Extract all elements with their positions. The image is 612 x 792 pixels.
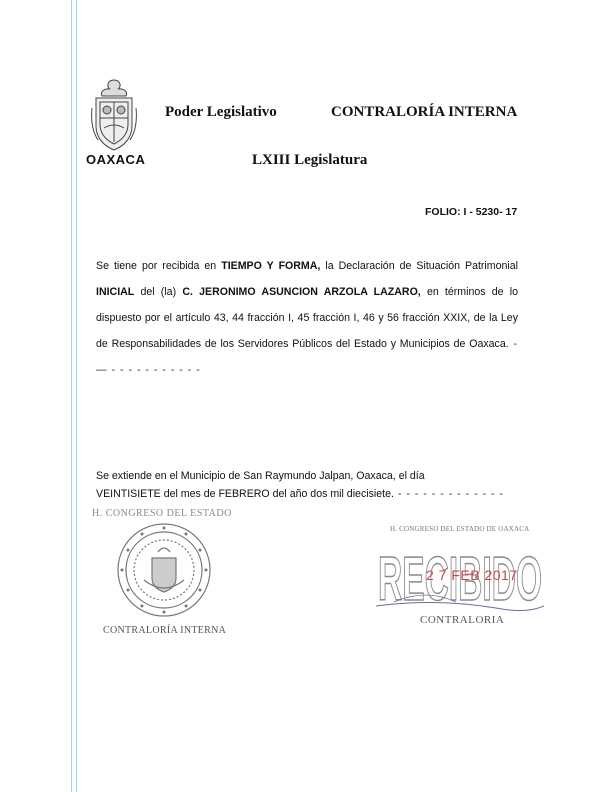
brand-oaxaca: OAXACA [86, 152, 146, 167]
right-stamp-top-text: H. CONGRESO DEL ESTADO DE OAXACA [390, 525, 530, 533]
paragraph-declaration [96, 253, 518, 383]
paragraph1-text-1: Se tiene por recibida en [96, 260, 222, 272]
congress-seal-stamp [116, 522, 212, 618]
left-margin-line [71, 0, 72, 792]
recibido-stamp-word: RECIBIDO [378, 545, 542, 614]
legislature-title: LXIII Legislatura [252, 152, 368, 168]
paragraph1-text-7: en términos de lo dispuesto por el artículo 43, 44 fracción I, 45 fracción I, 46 y 56 fracción XXIX, de la Ley de Responsabilidades de los Servidores Públicos del Estado y Municipios de Oaxaca. [96, 286, 518, 350]
paragraph2-line-2: VEINTISIETE del mes de FEBRERO del año dos mil diecisiete. [96, 488, 394, 500]
paragraph1-dashes: - — - - - - - - - - - - - [96, 338, 518, 376]
paragraph2-dashes: - - - - - - - - - - - - - [393, 488, 505, 500]
left-stamp-arc-text: H. CONGRESO DEL ESTADO [92, 508, 232, 519]
header-left-title: Poder Legislativo [165, 104, 277, 120]
header-right-title: CONTRALORÍA INTERNA [331, 104, 518, 120]
paragraph1-bold-tiempo-forma: TIEMPO Y FORMA, [221, 260, 321, 272]
left-stamp-footer: CONTRALORÍA INTERNA [103, 625, 227, 636]
left-margin-line-2 [76, 0, 77, 792]
received-date: 2 7 FEB 2017 [426, 567, 518, 583]
folio-number: FOLIO: I - 5230- 17 [425, 206, 518, 218]
paragraph1-bold-name: C. JERONIMO ASUNCION ARZOLA LAZARO, [182, 286, 421, 298]
paragraph1-text-5: del (la) [134, 286, 183, 298]
paragraph1-bold-inicial: INICIAL [96, 286, 135, 298]
oaxaca-coat-of-arms-logo [90, 78, 138, 154]
paragraph-issuance [96, 467, 518, 503]
right-stamp-footer: CONTRALORIA [420, 614, 505, 626]
paragraph1-text-3: la Declaración de Situación Patrimonial [320, 260, 518, 272]
paragraph2-line-1: Se extiende en el Municipio de San Raymundo Jalpan, Oaxaca, el día [96, 470, 425, 482]
